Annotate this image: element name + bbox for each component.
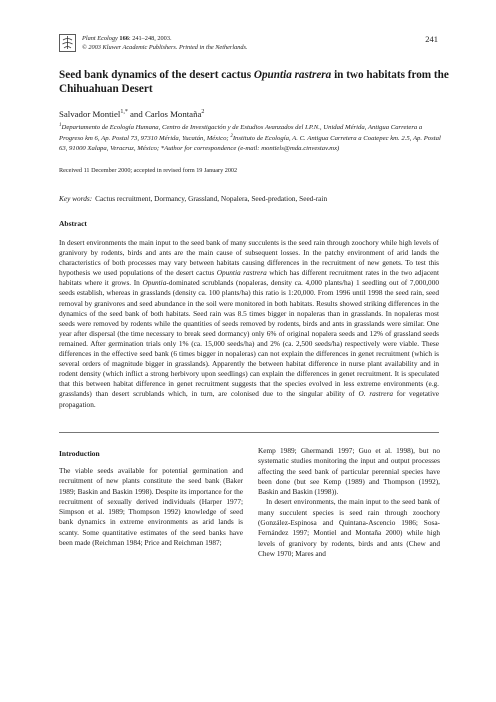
affiliations: $^1$Departamento de Ecología Humana, Centro de Investigación y de Estudios Avanzados del I.P.N., Unidad Mérida, Antigua Carretera a Progreso km 6, Ap. Postal 73, 97310 Mérida, Yucatán, México; $^2$Instituto de Ecología, A. C. Antigua Carretera a Coatepec km. 2.5, Ap. Postal 63, 91000 Xalapa, Veracruz, México; *Author for correspondence (e-mail: montiels@mda.cinvestav.mx) [59, 123, 441, 152]
author-list: Salvador Montiel$^{1,*}$ and Carlos Montaña$^2$ [59, 108, 205, 119]
abstract-heading: Abstract [59, 219, 87, 228]
body-column-right [258, 446, 440, 559]
body-column-left [59, 466, 243, 548]
keywords: Key words: Cactus recruitment, Dormancy, Grassland, Nopalera, Seed-predation, Seed-rain [59, 194, 328, 203]
paragraph: In desert environments, the main input to the seed bank of many succulent species is seed rain through zoochory (González-Espinosa and Quintana-Ascencio 1986; Sosa-Fernández 1997; Montiel and Montaña 2000) while high levels of granivory by rodents, birds and ants (Chew and Chew 1970; Mares and [258, 497, 440, 558]
introduction-heading: Introduction [59, 449, 100, 458]
publisher-logo [59, 34, 76, 52]
page-header [59, 32, 438, 56]
journal-citation: Plant Ecology 166: 241–248, 2003. © 2003 Kluwer Academic Publishers. Printed in the Netherlands. [82, 35, 248, 51]
paragraph: Kemp 1989; Ghermandi 1997; Guo et al. 1998), but no systematic studies monitoring the input and output processes affecting the seed bank of particular perennial species have been done (but see Kemp (1989) and Thompson (1992), Baskin and Baskin (1998)). [258, 446, 440, 497]
page-number: 241 [425, 34, 438, 44]
abstract-text: In desert environments the main input to the seed bank of many succulents is the seed rain through zoochory while high levels of granivory by rodents, birds and ants are the main cause of subsequent losses. In the patchy environment of arid lands the characteristics of both processes may vary between habitats causing differences in the recruitment of new genets. To test this hypothesis we used populations of the desert cactus Opuntia rastrera which has different recruitment rates in the two adjacent habitats where it grows. In Opuntia-dominated scrublands (nopaleras, density ca. 4,000 plants/ha) 1 seedling out of 7,000,000 seeds establish, whereas in grasslands (density ca. 100 plants/ha) this ratio is 1:20,000. From 1996 until 1998 the seed rain, seed removal by granivores and seed abundance in the soil were monitored in both habitats. Results showed striking differences in the dynamics of the seed bank of both habitats. Seed rain was 8.5 times bigger in nopaleras than in grasslands. In nopaleras most seeds were removed by rodents while the quantities of seeds removed by rodents, birds and ants in grasslands were similar. One year after dispersal (the time necessary to break seed dormancy) only 6% of original nopalera seeds and 12% of grassland seeds remained. After germination trials only 1% (ca. 15,000 seeds/ha) and 2% (ca. 2,500 seeds/ha) respectively were viable. These differences in the effective seed bank (6 times bigger in nopaleras) can not explain the differences in genet recruitment (which is several orders of magnitude bigger in grasslands). Apparently the between habitat difference in nurse plant availability and in rodent density (which inflict a strong herbivory upon seedlings) can explain the differences in genet recruitment. It is speculated that this between habitat difference in genet recruitment suggests that the species evolved in less extreme environments (e.g. grasslands) than desert scrublands which, in turn, are colonised due to the singular ability of O. rastrera for vegetative propagation. [59, 238, 439, 409]
received-dates: Received 11 December 2000; accepted in revised form 19 January 2002 [59, 167, 238, 174]
article-title: Seed bank dynamics of the desert cactus Opuntia rastrera in two habitats from the Chihuahuan Desert [59, 69, 449, 95]
section-divider [59, 432, 439, 433]
paragraph: The viable seeds available for potential germination and recruitment of new plants constitute the seed bank (Baker 1989; Baskin and Baskin 1998). Despite its importance for the recruitment of sexually derived individuals (Harper 1977; Simpson et al. 1989; Thompson 1992) knowledge of seed bank dynamics in extreme environments as arid lands is scanty. Some quantitative estimates of the seed banks have been made (Reichman 1984; Price and Reichman 1987; [59, 466, 243, 548]
